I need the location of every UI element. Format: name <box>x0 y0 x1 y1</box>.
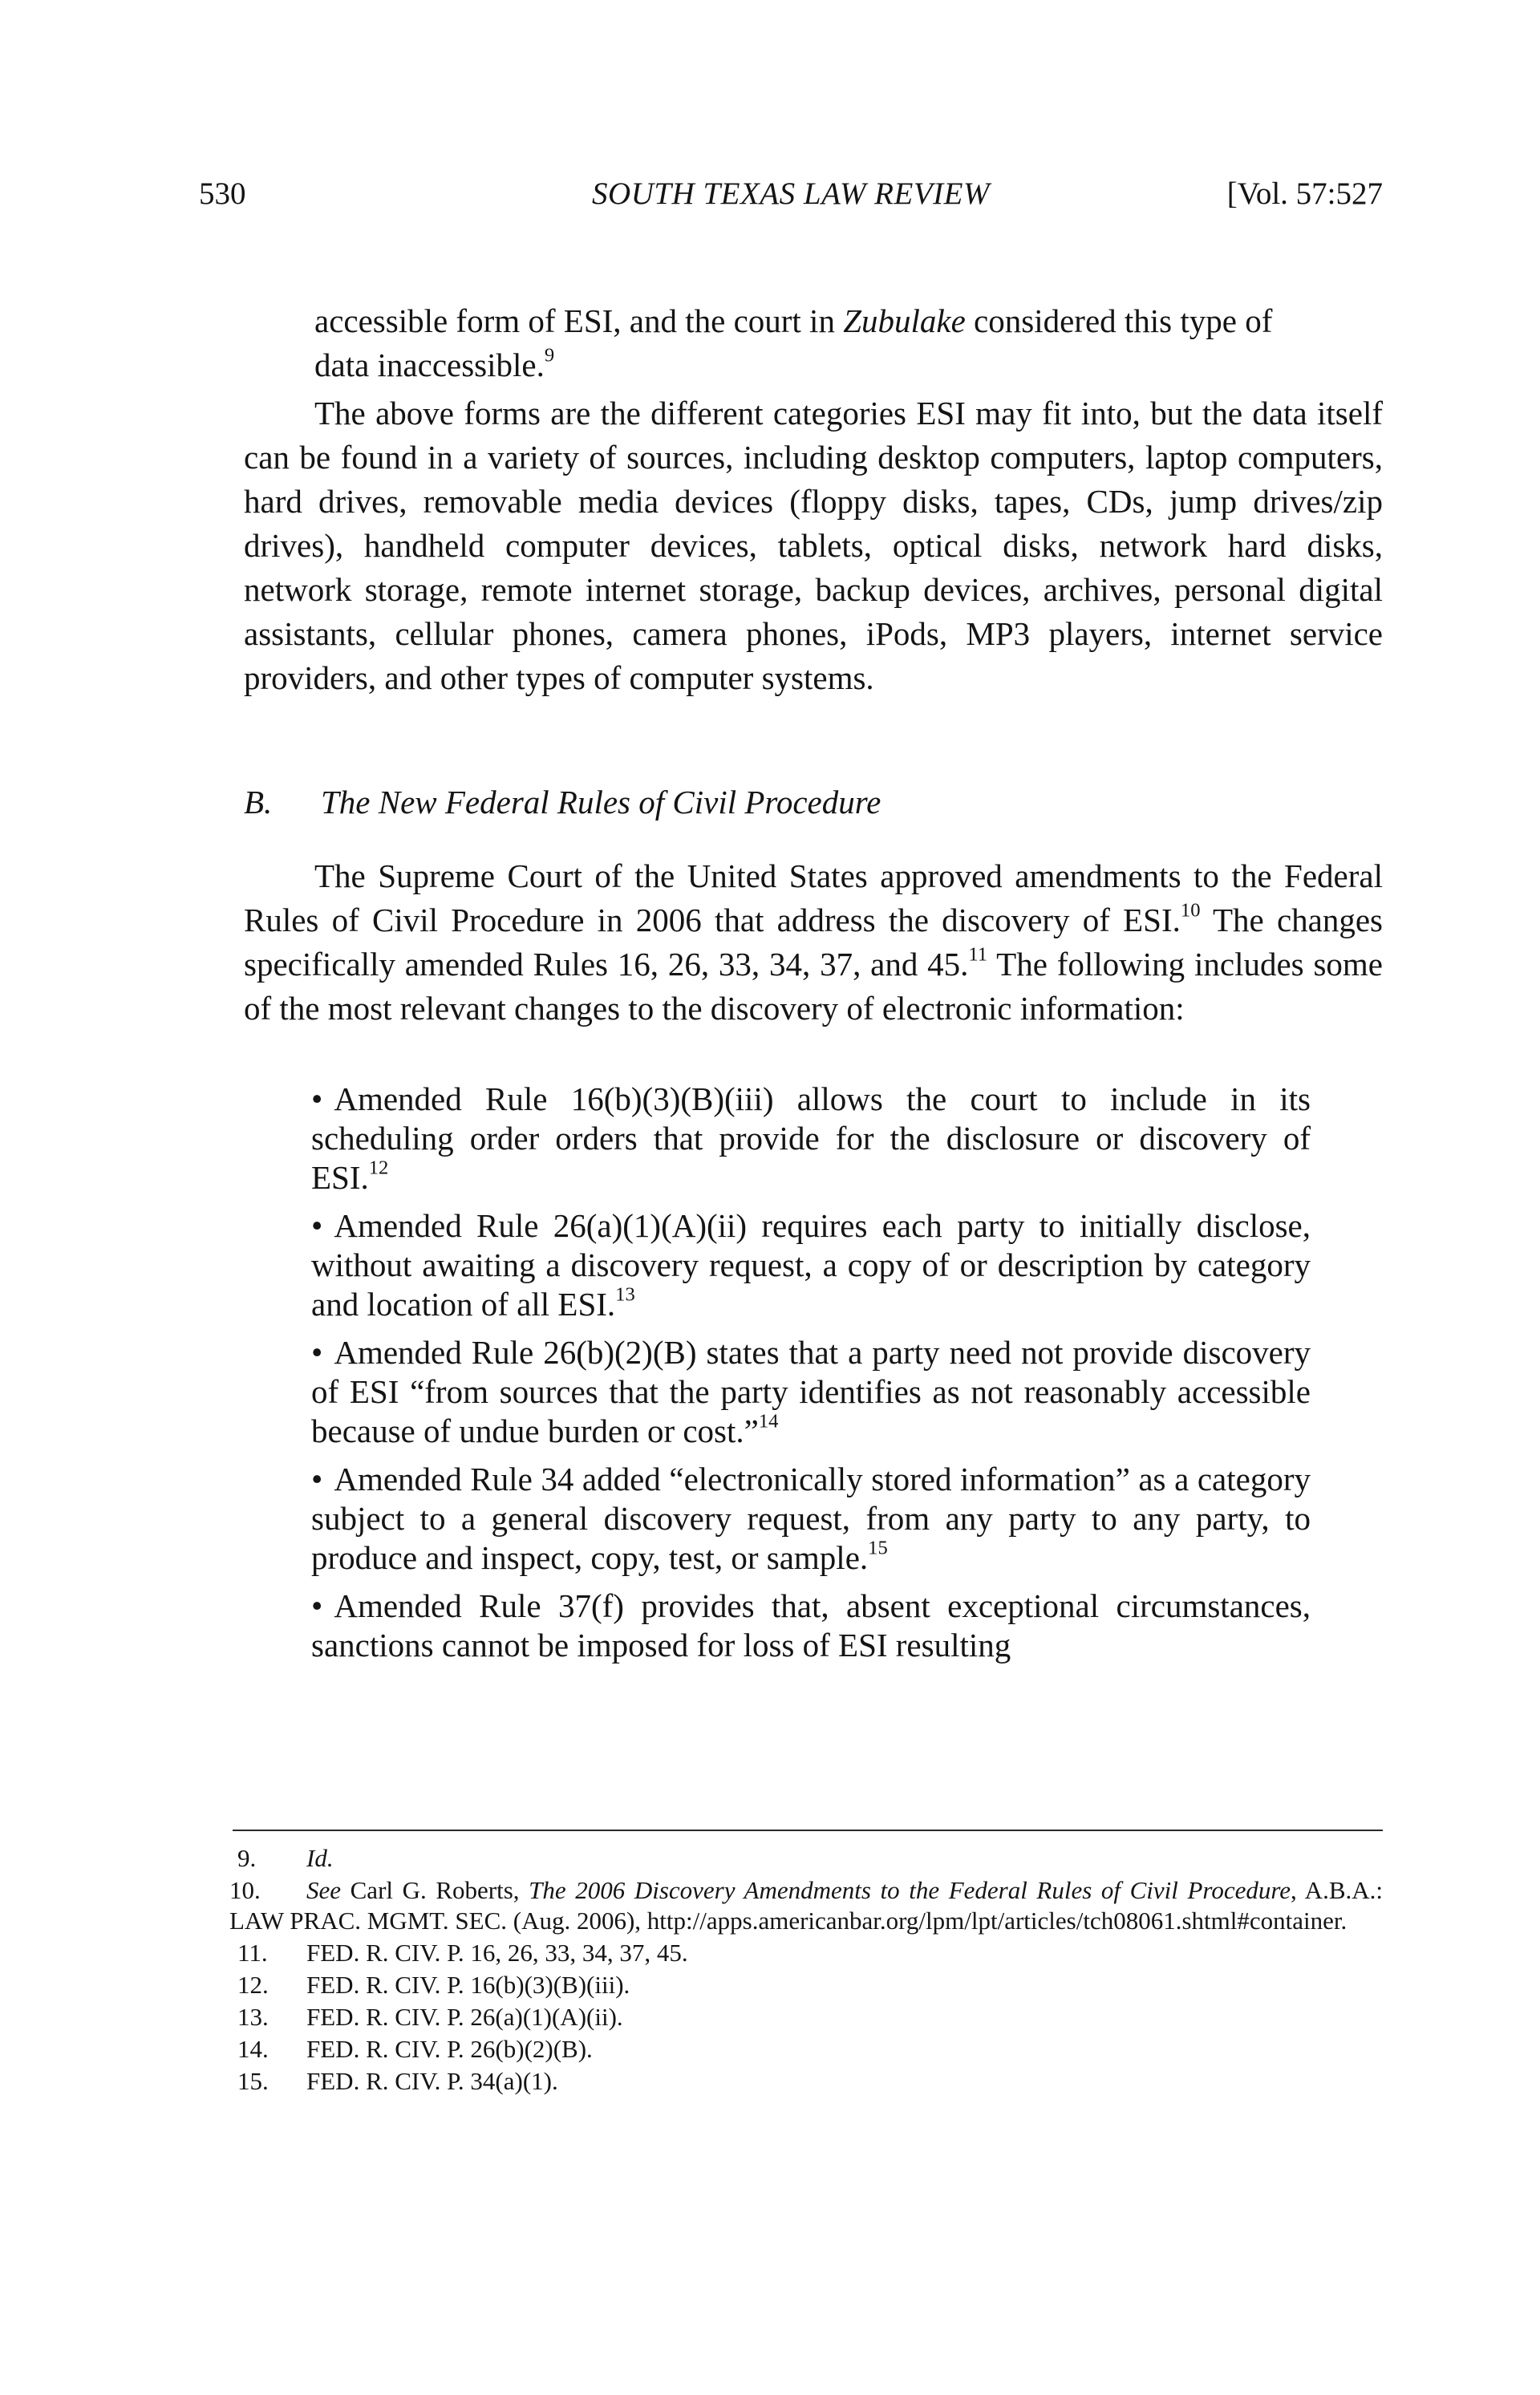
footnote-13: 13. FED. R. CIV. P. 26(a)(1)(A)(ii). <box>237 2003 623 2031</box>
footnote-divider <box>233 1830 1383 1831</box>
amendments-list <box>311 1080 1311 1674</box>
paragraph-esi-sources: The above forms are the different categories ESI may fit into, but the data itself can be found in a variety of sources, including desktop computers, laptop computers, hard drives, removable media devices (floppy disks, tapes, CDs, jump drives/zip drives), handheld computer devices, tablets, optical disks, network hard disks, network storage, remote internet storage, backup devices, archives, personal digital assistants, cellular phones, camera phones, iPods, MP3 players, internet service providers, and other types of computer systems. <box>244 395 1383 696</box>
section-title: The New Federal Rules of Civil Procedure <box>321 784 881 821</box>
bullet-marker: • <box>311 1461 323 1497</box>
section-letter: B. <box>244 784 273 821</box>
list-item: • Amended Rule 37(f) provides that, absent exceptional circumstances, sanctions cannot be imposed for loss of ESI resulting <box>311 1587 1311 1664</box>
page-number: 530 <box>199 176 246 211</box>
footnote-12: 12. FED. R. CIV. P. 16(b)(3)(B)(iii). <box>237 1971 630 1999</box>
footnote-9: 9. Id. <box>237 1844 334 1872</box>
footnote-14: 14. FED. R. CIV. P. 26(b)(2)(B). <box>237 2035 593 2063</box>
paragraph-amendments: The Supreme Court of the United States approved amendments to the Federal Rules of Civil Procedure in 2006 that address the discovery of ESI.$^{10}$ The changes specifically amended Rules 16, 26, 33, 34, 37, and 45.11 The following includes some of the most relevant changes to the discovery of electronic information: <box>244 857 1383 1027</box>
footnote-10: 10. See Carl G. Roberts, The 2006 Discovery Amendments to the Federal Rules of Civil Procedure, A.B.A.: LAW PRAC. MGMT. SEC. (Aug. 2006), http://apps.americanbar.org/lpm/lpt/articles/tch08061.shtml#container. <box>229 1876 1383 1935</box>
list-item: • Amended Rule 34 added “electronically stored information” as a category subject to a general discovery request, from any party to any party, to produce and inspect, copy, test, or sample.$^{15}$ <box>311 1461 1311 1576</box>
running-header <box>199 170 1383 218</box>
section-heading <box>244 780 881 825</box>
bullet-marker: • <box>311 1334 323 1371</box>
bullet-marker: • <box>311 1207 323 1244</box>
footnote-ref: 11 <box>968 943 988 966</box>
footnote-11: 11. FED. R. CIV. P. 16, 26, 33, 34, 37, 45. <box>237 1939 688 1967</box>
list-item: • Amended Rule 26(b)(2)(B) states that a party need not provide discovery of ESI “from sources that the party identifies as not reasonably accessible because of undue burden or cost.”$^{14}$ <box>311 1334 1311 1449</box>
bullet-marker: • <box>311 1587 323 1624</box>
footnote-ref: 9 <box>544 344 555 367</box>
article-title: The 2006 Discovery Amendments to the Federal Rules of Civil Procedure <box>529 1876 1291 1904</box>
footnote-ref: 10 <box>1180 899 1201 922</box>
bullet-marker: • <box>311 1080 323 1117</box>
footnote-ref: 15 <box>868 1537 888 1559</box>
footnote-ref: 12 <box>368 1157 389 1179</box>
paragraph-continuation: accessible form of ESI, and the court in Zubulake considered this type of data inaccessible.$^9$ <box>314 302 1273 383</box>
footnotes <box>229 1843 1383 2098</box>
list-item: • Amended Rule 26(a)(1)(A)(ii) requires each party to initially disclose, without awaiting a discovery request, a copy of or description by category and location of all ESI.$^{13}$ <box>311 1207 1311 1323</box>
footnote-ref: 13 <box>615 1283 635 1306</box>
case-name: Zubulake <box>843 302 966 339</box>
journal-title: SOUTH TEXAS LAW REVIEW <box>592 176 990 211</box>
footnote-15: 15. FED. R. CIV. P. 34(a)(1). <box>237 2067 558 2095</box>
footnote-ref: 14 <box>758 1410 779 1433</box>
list-item: • Amended Rule 16(b)(3)(B)(iii) allows the court to include in its scheduling order orders that provide for the disclosure or discovery of ESI.$^{12}$ <box>311 1080 1311 1196</box>
volume-citation: [Vol. 57:527 <box>1226 176 1383 211</box>
